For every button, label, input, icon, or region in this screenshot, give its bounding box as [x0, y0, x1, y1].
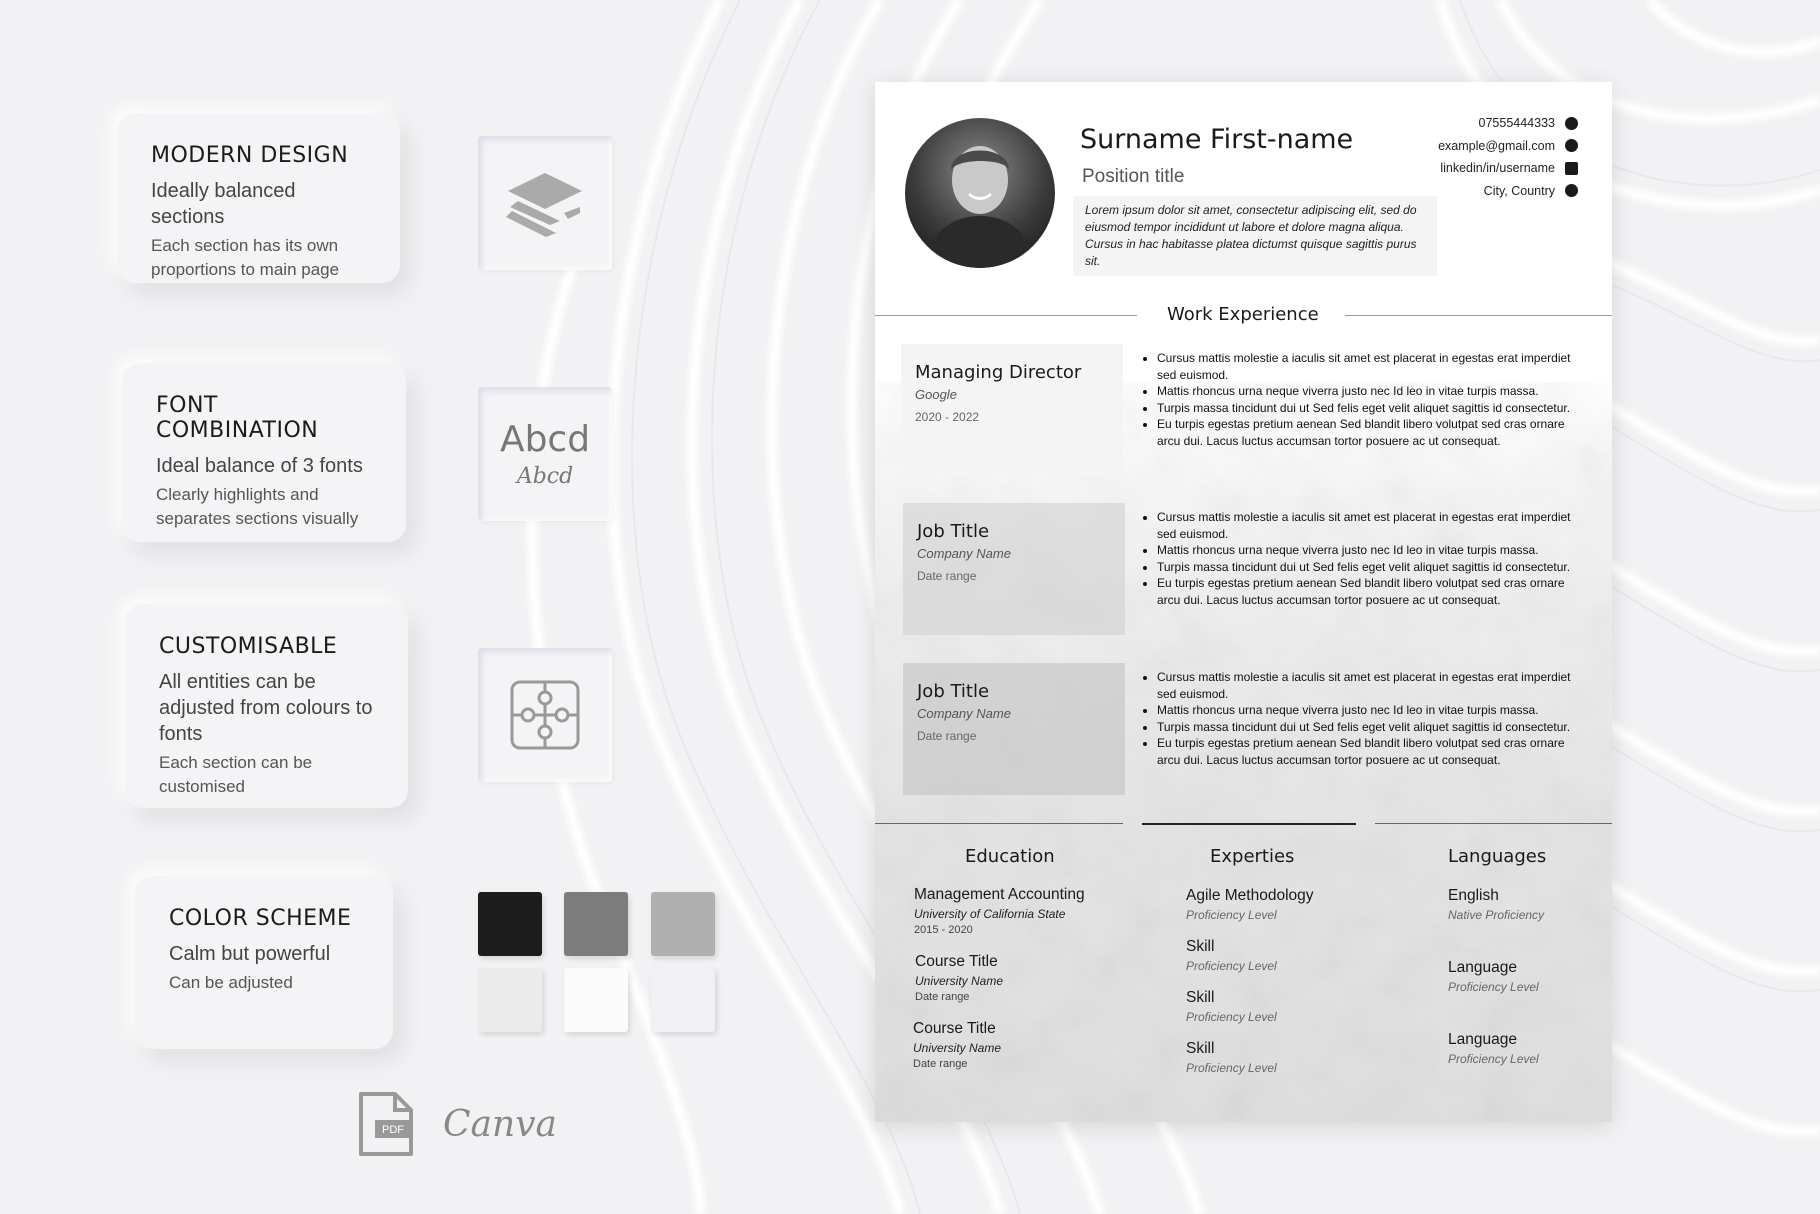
feature-line2: Can be adjusted	[169, 973, 293, 992]
resume-position: Position title	[1082, 166, 1185, 187]
expertise-item: Skill Proficiency Level	[1186, 1040, 1277, 1075]
contact-location: City, Country	[1438, 180, 1578, 203]
education-item: Course Title University Name Date range	[915, 953, 1004, 1003]
job-company: Google	[915, 387, 957, 402]
bullet: • Mattis rhoncus urna neque viverra justo nec Id leo in vitae turpis massa.	[1157, 702, 1583, 719]
swatch-white	[564, 968, 628, 1032]
bullet: • Eu turpis egestas pretium aenean Sed blandit libero volutpat sed cras ornare arcu dui. Lacus luctus accumsan tortor posuere ac ut consequat.	[1157, 416, 1583, 449]
bullet: • Mattis rhoncus urna neque viverra justo nec Id leo in vitae turpis massa.	[1157, 383, 1583, 400]
job-date: 2020 - 2022	[915, 410, 980, 424]
location-icon	[1565, 184, 1578, 197]
job-title: Job Title	[917, 681, 990, 702]
bullet: • Turpis massa tincidunt dui ut Sed felis eget velit aliquet sagittis id consectetur.	[1157, 400, 1583, 417]
language-item: Language Proficiency Level	[1448, 959, 1539, 994]
feature-card-font-combination	[122, 363, 406, 542]
swatch-light-gray	[478, 968, 542, 1032]
feature-line1: All entities can be adjusted from colours to fonts	[159, 671, 373, 745]
bullet: • Turpis massa tincidunt dui ut Sed felis eget velit aliquet sagittis id consectetur.	[1157, 559, 1583, 576]
avatar	[905, 118, 1055, 268]
education-item: Management Accounting University of California State 2015 - 2020	[914, 886, 1085, 936]
layers-tile	[478, 136, 612, 270]
job-title: Managing Director	[915, 362, 1082, 383]
work-experience-title: Work Experience	[1167, 304, 1319, 325]
puzzle-icon	[508, 678, 582, 752]
divider-bottom-right	[1375, 823, 1612, 824]
languages-title: Languages	[1448, 846, 1547, 867]
feature-line2: Each section can be customised	[159, 753, 313, 796]
linkedin-icon	[1565, 162, 1578, 175]
education-title: Education	[965, 846, 1055, 867]
feature-title: COLOR SCHEME	[169, 906, 352, 931]
feature-line2: Each section has its own proportions to main page	[151, 236, 340, 279]
email-icon	[1565, 139, 1578, 152]
contact-list	[1438, 112, 1578, 202]
expertise-item: Skill Proficiency Level	[1186, 989, 1277, 1024]
bullet: • Eu turpis egestas pretium aenean Sed blandit libero volutpat sed cras ornare arcu dui. Lacus luctus accumsan tortor posuere ac ut consequat.	[1157, 735, 1583, 768]
job-company: Company Name	[917, 546, 1011, 561]
feature-card-color-scheme	[135, 876, 393, 1049]
job-company: Company Name	[917, 706, 1011, 721]
contact-linkedin: linkedin/in/username	[1438, 157, 1578, 180]
feature-card-modern-design	[117, 113, 400, 283]
feature-line2: Clearly highlights and separates sections visually	[156, 485, 359, 528]
expertise-item: Skill Proficiency Level	[1186, 938, 1277, 973]
bullet: • Eu turpis egestas pretium aenean Sed blandit libero volutpat sed cras ornare arcu dui. Lacus luctus accumsan tortor posuere ac ut consequat.	[1157, 575, 1583, 608]
expertise-item: Agile Methodology Proficiency Level	[1186, 887, 1314, 922]
job-title: Job Title	[917, 521, 990, 542]
contact-email: example@gmail.com	[1438, 135, 1578, 158]
feature-title: CUSTOMISABLE	[159, 634, 338, 659]
font-sample-regular: Abcd	[499, 419, 591, 460]
feature-line1: Calm but powerful	[169, 943, 331, 965]
divider-right	[1345, 315, 1612, 316]
bullet: • Cursus mattis molestie a iaculis sit amet est placerat in egestas erat imperdiet sed euismod.	[1157, 669, 1583, 702]
resume-page	[875, 82, 1612, 1122]
feature-card-customisable	[125, 604, 408, 808]
bullet: • Mattis rhoncus urna neque viverra justo nec Id leo in vitae turpis massa.	[1157, 542, 1583, 559]
swatch-dark-gray	[564, 892, 628, 956]
swatch-lavender	[651, 968, 715, 1032]
expertise-title: Experties	[1210, 846, 1295, 867]
feature-line1: Ideally balanced sections	[151, 180, 296, 228]
language-item: Language Proficiency Level	[1448, 1031, 1539, 1066]
job-date: Date range	[917, 729, 977, 743]
job-bullets	[1143, 350, 1583, 450]
resume-name: Surname First-name	[1080, 124, 1354, 155]
job-box	[903, 663, 1125, 795]
resume-summary: Lorem ipsum dolor sit amet, consectetur adipiscing elit, sed do eiusmod tempor incididunt ut labore et dolore magna aliqua. Cursus in hac habitasse platea dictumst quisque sagittis purus sit.	[1073, 196, 1437, 276]
job-date: Date range	[917, 569, 977, 583]
pdf-label: PDF	[382, 1124, 404, 1136]
language-item: English Native Proficiency	[1448, 887, 1545, 922]
bullet: • Cursus mattis molestie a iaculis sit amet est placerat in egestas erat imperdiet sed euismod.	[1157, 509, 1583, 542]
font-sample-tile	[478, 387, 612, 521]
job-box	[903, 503, 1125, 635]
swatch-black	[478, 892, 542, 956]
divider-bottom-mid	[1142, 823, 1356, 825]
contact-phone: 07555444333	[1438, 112, 1578, 135]
puzzle-tile	[478, 648, 612, 782]
swatch-mid-gray	[651, 892, 715, 956]
canva-logo: Canva	[443, 1103, 557, 1145]
job-bullets	[1143, 669, 1583, 769]
font-sample-script: Abcd	[516, 464, 574, 489]
bullet: • Turpis massa tincidunt dui ut Sed felis eget velit aliquet sagittis id consectetur.	[1157, 719, 1583, 736]
pdf-file-icon	[355, 1090, 417, 1158]
feature-title: FONT COMBINATION	[156, 393, 319, 443]
layers-icon	[504, 167, 586, 239]
format-badges	[355, 1090, 557, 1158]
job-bullets	[1143, 509, 1583, 609]
feature-line1: Ideal balance of 3 fonts	[156, 455, 363, 477]
divider-left	[875, 315, 1137, 316]
feature-title: MODERN DESIGN	[151, 143, 349, 168]
bullet: • Cursus mattis molestie a iaculis sit amet est placerat in egestas erat imperdiet sed euismod.	[1157, 350, 1583, 383]
job-box	[901, 344, 1123, 476]
divider-bottom-left	[875, 823, 1123, 824]
education-item: Course Title University Name Date range	[913, 1020, 1002, 1070]
phone-icon	[1565, 117, 1578, 130]
